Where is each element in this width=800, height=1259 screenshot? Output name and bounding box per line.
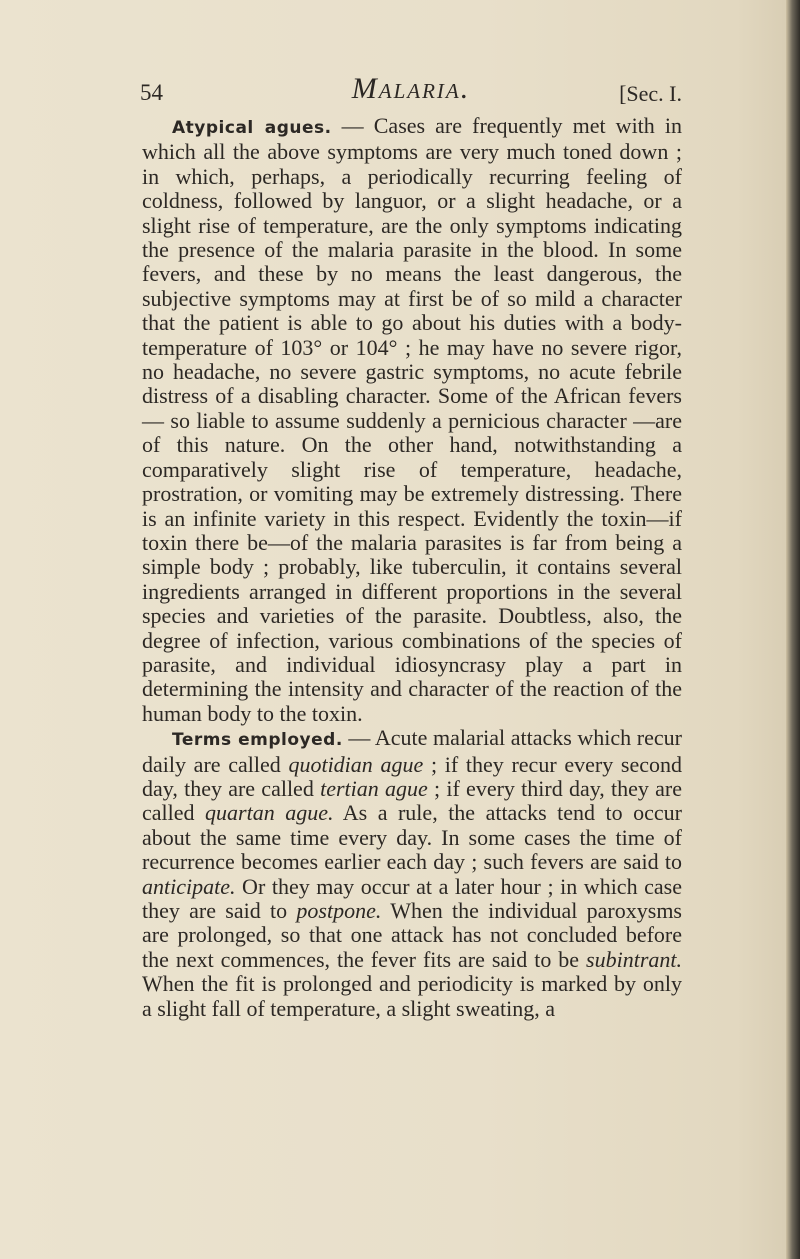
term-tertian: tertian ague: [320, 775, 428, 801]
text-segment: ; if every third day, they are called: [142, 775, 683, 826]
running-title: Malaria.: [351, 72, 471, 105]
section-reference: [Sec. I.: [619, 81, 682, 106]
body-text: [142, 114, 682, 1021]
term-subintrant: subintrant.: [586, 946, 682, 972]
text-segment: — Acute malarial attacks which recur daily are called: [142, 725, 682, 777]
paragraph-text: — Cases are frequently met with in which all the above symptoms are very much toned down ; in which, perhaps, a periodically recurring feeling of coldness, followed by languor, or a slight headache, or a slight rise of temperature, are the only symptoms indicating the presence of the malaria parasite in the blood. In some fevers, and these by no means the least dangerous, the subjective symptoms may at first be of so mild a character that the patient is able to go about his duties with a body-temperature of 103° or 104° ; he may have no severe rigor, no headache, no severe gastric symptoms, no acute febrile distress of a disabling character. Some of the African fevers— so liable to assume suddenly a pernicious character —are of this nature. On the other hand, notwithstanding a comparatively slight rise of temperature, headache, prostration, or vomiting may be extremely distressing. There is an infinite variety in this respect. Evidently the toxin—if toxin there be—of the malaria parasites is far from being a simple body ; probably, like tuberculin, it contains several ingredients arranged in different proportions in the several species and varieties of the parasite. Doubtless, also, the degree of infection, various combinations of the species of parasite, and individual idiosyncrasy play a part in determining the intensity and character of the reaction of the human body to the toxin.: [142, 113, 682, 726]
term-quotidian: quotidian ague: [288, 751, 424, 777]
page-edge-shadow: [786, 0, 800, 1259]
text-segment: ; if they recur every second day, they are called: [142, 751, 682, 801]
page-header: [140, 72, 682, 112]
text-segment: When the fit is prolonged and periodicity is marked by only a slight fall of temperature, a slight sweating, a: [142, 971, 682, 1021]
paragraph-heading: Atypical agues.: [172, 118, 332, 138]
page-number: 54: [140, 80, 163, 105]
text-segment: When the individual paroxysms are prolonged, so that one attack has not concluded before the next commences, the fever fits are said to be: [142, 898, 682, 972]
paragraph-terms-employed: [142, 726, 682, 1021]
text-segment: As a rule, the attacks tend to occur about the same time every day. In some cases the time of recurrence becomes earlier each day ; such fevers are said to: [142, 800, 682, 875]
term-anticipate: anticipate.: [142, 873, 236, 899]
paragraph-atypical-agues: [142, 114, 682, 726]
term-quartan: quartan ague.: [205, 800, 334, 826]
term-postpone: postpone.: [296, 898, 382, 923]
text-segment: Or they may occur at a later hour ; in which case they are said to: [142, 873, 682, 923]
paragraph-heading: Terms employed.: [172, 730, 343, 751]
